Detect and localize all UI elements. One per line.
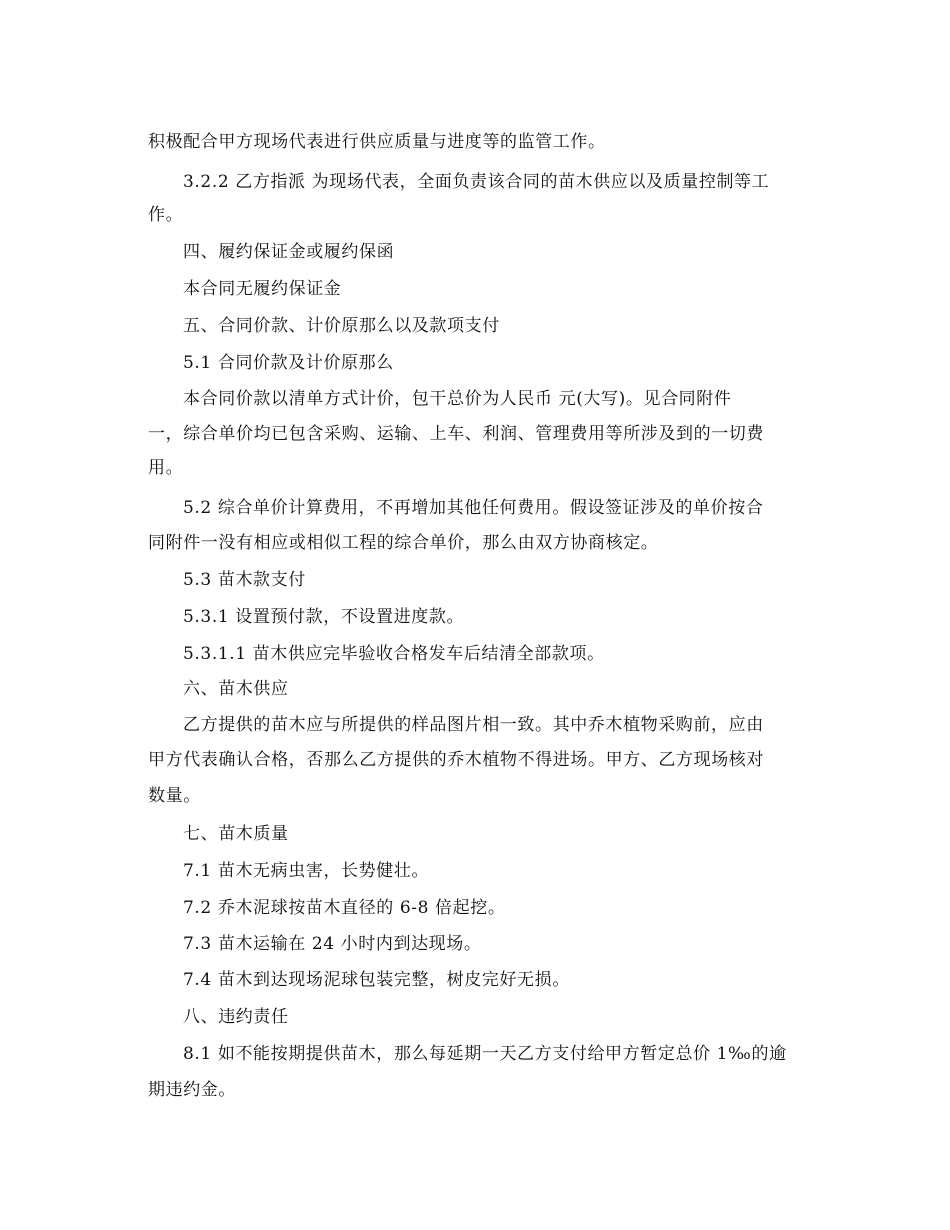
body-line: 积极配合甲方现场代表进行供应质量与进度等的监管工作。 [148,132,606,152]
body-line: 8.1 如不能按期提供苗木，那么每延期一天乙方支付给甲方暂定总价 1‰的逾 [183,1044,787,1064]
section-heading: 四、履约保证金或履约保函 [183,242,395,262]
body-line: 期违约金。 [148,1080,236,1100]
body-line: 7.2 乔木泥球按苗木直径的 6-8 倍起挖。 [183,898,506,918]
body-line: 一，综合单价均已包含采购、运输、上车、利润、管理费用等所涉及到的一切费 [148,424,764,444]
body-line: 用。 [148,458,184,478]
body-line: 本合同价款以清单方式计价，包干总价为人民币 元(大写)。见合同附件 [183,389,732,409]
section-heading: 五、合同价款、计价原那么以及款项支付 [183,316,500,336]
section-heading: 六、苗木供应 [183,679,289,699]
body-line: 同附件一没有相应或相似工程的综合单价，那么由双方协商核定。 [148,533,659,553]
body-line: 甲方代表确认合格，否那么乙方提供的乔木植物不得进场。甲方、乙方现场核对 [148,750,764,770]
body-line: 3.2.2 乙方指派 为现场代表，全面负责该合同的苗木供应以及质量控制等工 [183,172,770,192]
body-line: 乙方提供的苗木应与所提供的样品图片相一致。其中乔木植物采购前，应由 [183,715,764,735]
body-line: 5.3.1.1 苗木供应完毕验收合格发车后结清全部款项。 [183,644,605,664]
body-line: 5.2 综合单价计算费用，不再增加其他任何费用。假设签证涉及的单价按合 [183,498,764,518]
section-heading: 七、苗木质量 [183,824,289,844]
subsection-heading: 5.3 苗木款支付 [183,570,306,590]
body-line: 7.4 苗木到达现场泥球包装完整，树皮完好无损。 [183,970,570,990]
body-line: 作。 [148,205,184,225]
section-heading: 八、违约责任 [183,1007,289,1027]
body-line: 数量。 [148,786,201,806]
body-line: 7.1 苗木无病虫害，长势健壮。 [183,861,430,881]
body-line: 5.3.1 设置预付款，不设置进度款。 [183,607,465,627]
body-line: 7.3 苗木运输在 24 小时内到达现场。 [183,934,482,954]
subsection-heading: 5.1 合同价款及计价原那么 [183,353,394,373]
body-line: 本合同无履约保证金 [183,279,342,299]
